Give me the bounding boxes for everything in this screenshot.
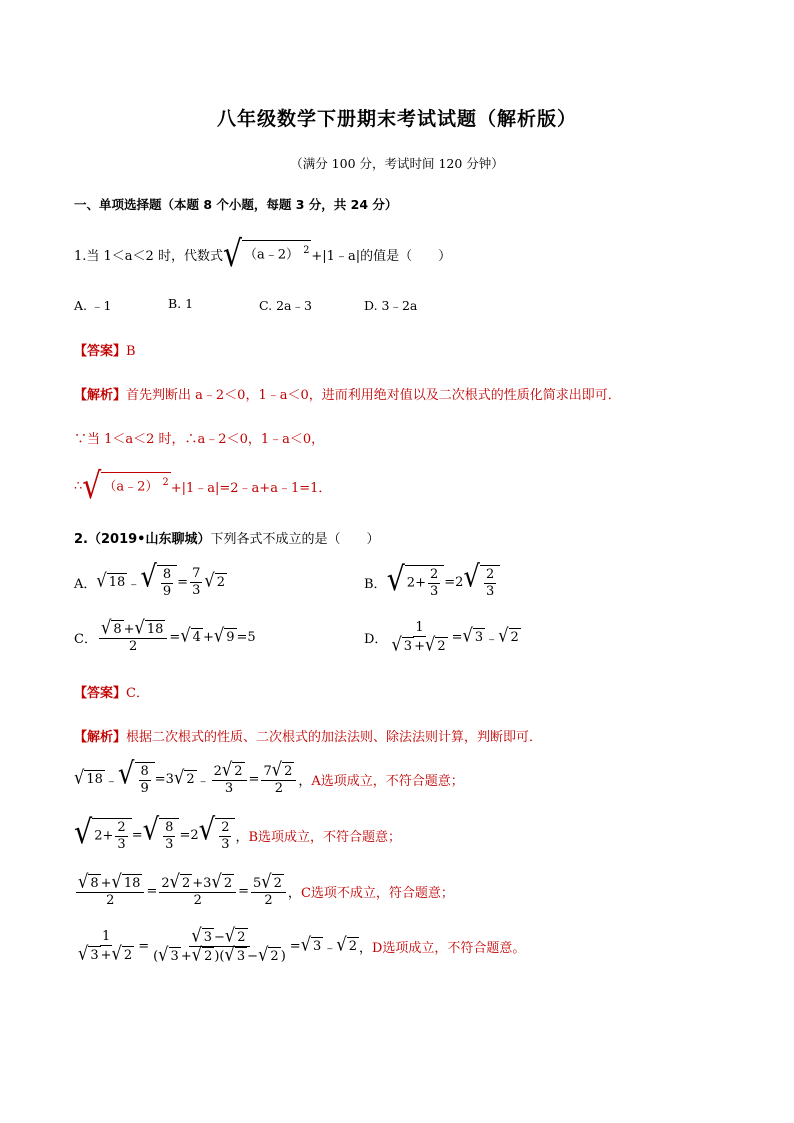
- radicand: （a﹣2）: [244, 247, 300, 263]
- step-2-result: +|1﹣a|=2﹣a+a﹣1=1．: [170, 481, 332, 497]
- exam-info: （满分 100 分，考试时间 120 分钟）: [290, 156, 504, 171]
- q2-option-a: A． √ 18 ﹣ √ $\frac{8}{9}$ = $\frac{7}{3}$ √ 2: [74, 560, 225, 599]
- solution-b: √ 2+ $\frac{2}{3}$ = √ $\frac{8}{3}$ =2 √ $\frac{2}{3}$ ， B选项成立，不符合题意；: [74, 811, 402, 852]
- analysis-tag: 【解析】: [74, 730, 127, 745]
- solution-step-2: [74, 465, 332, 508]
- question-1-stem: [74, 233, 452, 276]
- q2-option-c: C． √ 8 + √ 18 2 = √ 4 + √ 9 =5: [74, 616, 256, 654]
- option-b: B. 1: [168, 296, 194, 311]
- question-1-suffix: +|1﹣a|的值是（ ）: [311, 249, 452, 265]
- answer-tag: 【答案】: [74, 686, 127, 701]
- question-2-text: 下列各式不成立的是（ ）: [210, 532, 380, 547]
- conclusion-a: A选项成立，不符合题意；: [311, 773, 464, 789]
- analysis-tag: 【解析】: [74, 388, 127, 403]
- question-2-source: 2.（2019•山东聊城）: [74, 532, 211, 547]
- therefore-symbol: ∴: [74, 479, 83, 495]
- conclusion-b: B选项成立，不符合题意；: [248, 829, 402, 845]
- question-1-prefix: 1.当 1＜a＜2 时，代数式: [74, 249, 223, 265]
- exponent: 2: [162, 477, 169, 488]
- conclusion-d: D选项成立，不符合题意。: [372, 940, 526, 956]
- option-d: D. 3﹣2a: [364, 298, 418, 313]
- answer-value: C．: [126, 686, 149, 701]
- solution-a: √ 18 ﹣ √ $\frac{8}{9}$ =3 √ 2 ﹣ 2 √ 2 3 = 7 √ 2 2 ， A选项成立，不符合题意；: [74, 757, 464, 796]
- page-title: 八年级数学下册期末考试试题（解析版）: [216, 108, 577, 130]
- answer-tag: 【答案】: [74, 344, 127, 359]
- option-c: C. 2a﹣3: [259, 298, 312, 313]
- answer-2: [74, 682, 149, 701]
- answer-1: [74, 340, 136, 359]
- analysis-text: 根据二次根式的性质、二次根式的加法法则、除法法则计算，判断即可．: [126, 730, 543, 745]
- answer-value: B: [126, 344, 136, 359]
- solution-d: 1 √ 3 + √ 2 = √ 3 − √ 2 ( √ 3 + √ 2 )( √ 3 − √ 2 ) = √ 3 ﹣ √ 2 ， D选项成立，不符合题意。: [78, 924, 526, 965]
- solution-c: √ 8 + √ 18 2 = 2 √ 2 +3 √ 2 2 = 5 √ 2 2 ， C选项不成立，符合题意；: [78, 870, 454, 908]
- section-heading: 一、单项选择题（本题 8 个小题，每题 3 分，共 24 分）: [74, 197, 398, 212]
- analysis-1: [74, 384, 621, 403]
- sqrt-expression: √ （a﹣2） $^2$: [82, 465, 169, 508]
- option-a: A. ﹣1: [74, 298, 112, 313]
- sqrt-expression: √ （a﹣2） $^2$: [222, 233, 310, 276]
- exponent: 2: [303, 245, 310, 256]
- solution-step-1: ∵当 1＜a＜2 时，∴a﹣2＜0，1﹣a＜0，: [74, 432, 325, 447]
- analysis-2: [74, 726, 542, 745]
- q2-option-b: B． √ 2+ $\frac{2}{3}$ =2 √ $\frac{2}{3}$: [364, 565, 500, 599]
- radicand: （a﹣2）: [103, 479, 159, 495]
- analysis-text: 首先判断出 a﹣2＜0，1﹣a＜0，进而利用绝对值以及二次根式的性质化简求出即可．: [126, 388, 621, 403]
- question-2-stem: [74, 528, 380, 547]
- conclusion-c: C选项不成立，符合题意；: [300, 885, 454, 901]
- q2-option-d: D． 1 √ 3 + √ 2 = √ 3 ﹣ √ 2: [364, 620, 519, 655]
